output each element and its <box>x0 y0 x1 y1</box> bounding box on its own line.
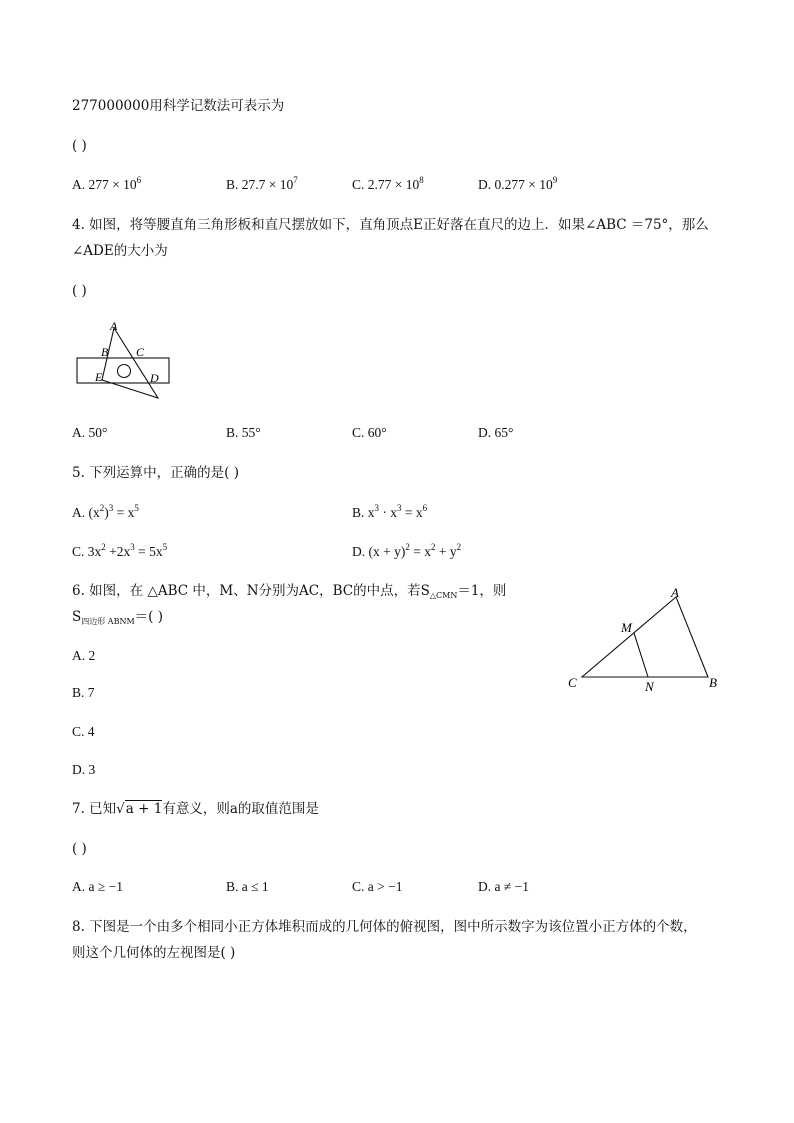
q6-option-d: D. 3 <box>72 762 96 777</box>
q8-stem-line1: 8. 下图是一个由多个相同小正方体堆积而成的几何体的俯视图，图中所示数字为该位置小正方体的个数， <box>72 919 697 935</box>
q4-stem-line2: ∠ADE的大小为 <box>72 243 168 259</box>
q7-radicand: a + 1 <box>125 801 163 817</box>
q7-option-d: D. a ≠ −1 <box>478 879 530 894</box>
q3-paren: ( ) <box>72 138 87 154</box>
q4-option-a: A. 50° <box>72 425 108 440</box>
label-d: D <box>150 371 159 385</box>
label-n: N <box>645 679 654 694</box>
q7-stem: 7. 已知√a + 1有意义，则a的取值范围是 <box>72 801 319 817</box>
q6-option-b: B. 7 <box>72 685 95 700</box>
label-b: B <box>709 675 717 690</box>
q3-option-d: D. $0.277 \times 10^9$ <box>478 175 558 192</box>
q3-option-a: A. $277 \times 10^6$ <box>72 175 142 192</box>
q3-option-c: C. $2.77 \times 10^8$ <box>352 175 424 192</box>
q3-stem: 277000000用科学记数法可表示为 <box>72 98 285 114</box>
q6-stem: 6. 如图，在 △ABC 中，M、N分别为AC，BC的中点，若$S_{\triangle CMN}=1$，则 <box>72 583 507 600</box>
q4-paren: ( ) <box>72 283 87 299</box>
label-a: A <box>110 319 118 333</box>
q7-option-a: A. a ≥ −1 <box>72 879 124 894</box>
label-c: C <box>136 345 145 359</box>
q5-option-b: B. $x^3 \cdot x^3 = x^6$ <box>352 503 428 520</box>
q4-figure <box>70 318 180 402</box>
q6-option-a: A. 2 <box>72 648 96 663</box>
q3-option-b: B. $27.7 \times 10^7$ <box>226 175 298 192</box>
label-b: B <box>101 345 109 359</box>
segment-mn <box>634 633 648 677</box>
triangle-abc <box>582 597 708 677</box>
q4-stem-line1: 4. 如图，将等腰直角三角形板和直尺摆放如下，直角顶点E正好落在直尺的边上．如果∠ABC ＝75°，那么 <box>72 217 709 233</box>
label-a: A <box>671 585 679 600</box>
label-e: E <box>95 370 103 384</box>
q6-option-c: C. 4 <box>72 724 95 739</box>
q6-figure <box>562 582 732 700</box>
q5-stem: 5. 下列运算中，正确的是( ) <box>72 465 239 481</box>
q4-option-c: C. 60° <box>352 425 387 440</box>
q5-option-d: D. $(x + y)^2 = x^2 + y^2$ <box>352 542 462 559</box>
q5-option-a: A. $(x^2)^3 = x^5$ <box>72 503 139 520</box>
label-c: C <box>568 675 577 690</box>
q4-option-d: D. 65° <box>478 425 514 440</box>
label-m: M <box>621 620 632 635</box>
q5-option-c: C. $3x^2 +2x^3 = 5x^5$ <box>72 542 168 559</box>
q4-option-b: B. 55° <box>226 425 261 440</box>
q7-option-b: B. a ≤ 1 <box>226 879 269 894</box>
ruler-hole <box>118 365 131 378</box>
triangle <box>102 328 158 398</box>
q7-paren: ( ) <box>72 841 87 857</box>
q8-stem-line2: 则这个几何体的左视图是( ) <box>72 945 236 961</box>
q6-stem-line2: $S_{四边形 ABNM}=$( ) <box>72 609 163 626</box>
q7-option-c: C. a > −1 <box>352 879 403 894</box>
